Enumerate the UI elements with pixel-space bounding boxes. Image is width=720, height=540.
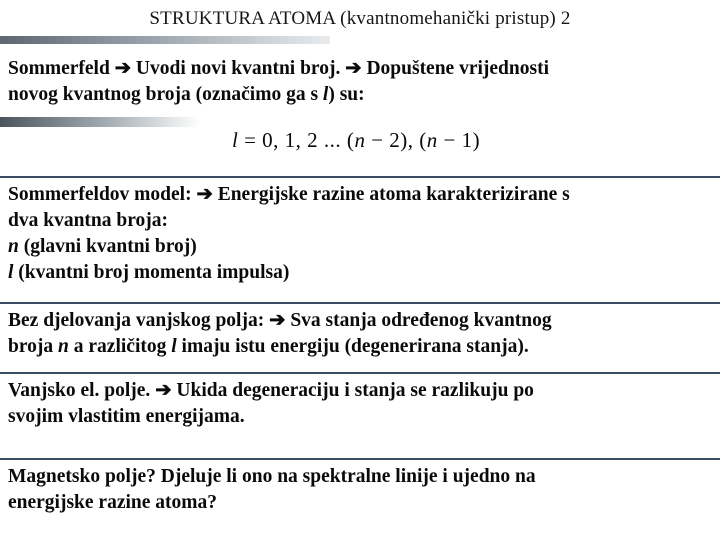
text-new-number: Uvodi novi kvantni broj. <box>131 58 346 79</box>
text-principal: (glavni kvantni broj) <box>18 236 197 257</box>
text-angular-momentum: (kvantni broj momenta impulsa) <box>13 262 290 283</box>
decorative-swoosh-middle <box>0 117 200 127</box>
text-different: a različitog <box>68 336 172 357</box>
text-removes-degeneracy: Ukida degeneraciju i stanja se razlikuju po <box>171 380 534 401</box>
formula-mid: − 2), ( <box>365 128 427 152</box>
paragraph-line <box>8 82 720 108</box>
slide-title: STRUKTURA ATOMA (kvantnomehanički pristup) 2 <box>149 8 571 29</box>
text-no-field: Bez djelovanja vanjskog polja: <box>8 310 270 331</box>
text-all-states: Sva stanja određenog kvantnog <box>285 310 552 331</box>
variable-l: l <box>8 262 14 283</box>
paragraph-no-external-field <box>0 302 720 360</box>
paragraph-line <box>8 182 720 208</box>
paragraph-line <box>8 260 720 286</box>
text-are: ) su: <box>328 84 365 105</box>
variable-n: n <box>8 236 19 257</box>
decorative-swoosh-top <box>0 36 330 44</box>
paragraph-new-quantum-number <box>0 56 720 108</box>
formula-variable-l: l <box>232 128 239 152</box>
text-model: Sommerfeldov model: <box>8 184 197 205</box>
paragraph-line: dva kvantna broja: <box>8 210 169 231</box>
text-electric-field: Vanjsko el. polje. <box>8 380 156 401</box>
paragraph-line <box>8 334 720 360</box>
text-sommerfeld: Sommerfeld <box>8 58 115 79</box>
text-energy-levels: Energijske razine atoma karakterizirane s <box>212 184 570 205</box>
paragraph-sommerfeld-model <box>0 176 720 286</box>
arrow-right-icon: ➔ <box>345 58 362 79</box>
formula-body: = 0, 1, 2 ... ( <box>238 128 355 152</box>
text-degenerate: imaju istu energiju (degenerirana stanja). <box>176 336 529 357</box>
text-number: broja <box>8 336 59 357</box>
formula-variable-n: n <box>426 128 438 152</box>
variable-l: l <box>171 336 177 357</box>
paragraph-line <box>8 378 720 404</box>
paragraph-line: energijske razine atoma? <box>8 492 218 513</box>
text-denote: novog kvantnog broja (označimo ga s <box>8 84 323 105</box>
arrow-right-icon: ➔ <box>196 184 213 205</box>
arrow-right-icon: ➔ <box>155 380 172 401</box>
variable-l: l <box>322 84 329 105</box>
formula-variable-n: n <box>354 128 366 152</box>
paragraph-line <box>8 308 720 334</box>
formula-l-values <box>232 128 480 153</box>
text-allowed-values: Dopuštene vrijednosti <box>361 58 549 79</box>
arrow-right-icon: ➔ <box>114 58 132 79</box>
paragraph-magnetic-field <box>0 458 720 516</box>
arrow-right-icon: ➔ <box>269 310 286 331</box>
paragraph-line: Magnetsko polje? Djeluje li ono na spektralne linije i ujedno na <box>8 466 536 487</box>
paragraph-electric-field <box>0 372 720 430</box>
paragraph-line <box>8 234 720 260</box>
paragraph-line <box>8 56 720 82</box>
paragraph-line: svojim vlastitim energijama. <box>8 406 245 427</box>
formula-end: − 1) <box>437 128 481 152</box>
variable-n: n <box>58 336 69 357</box>
